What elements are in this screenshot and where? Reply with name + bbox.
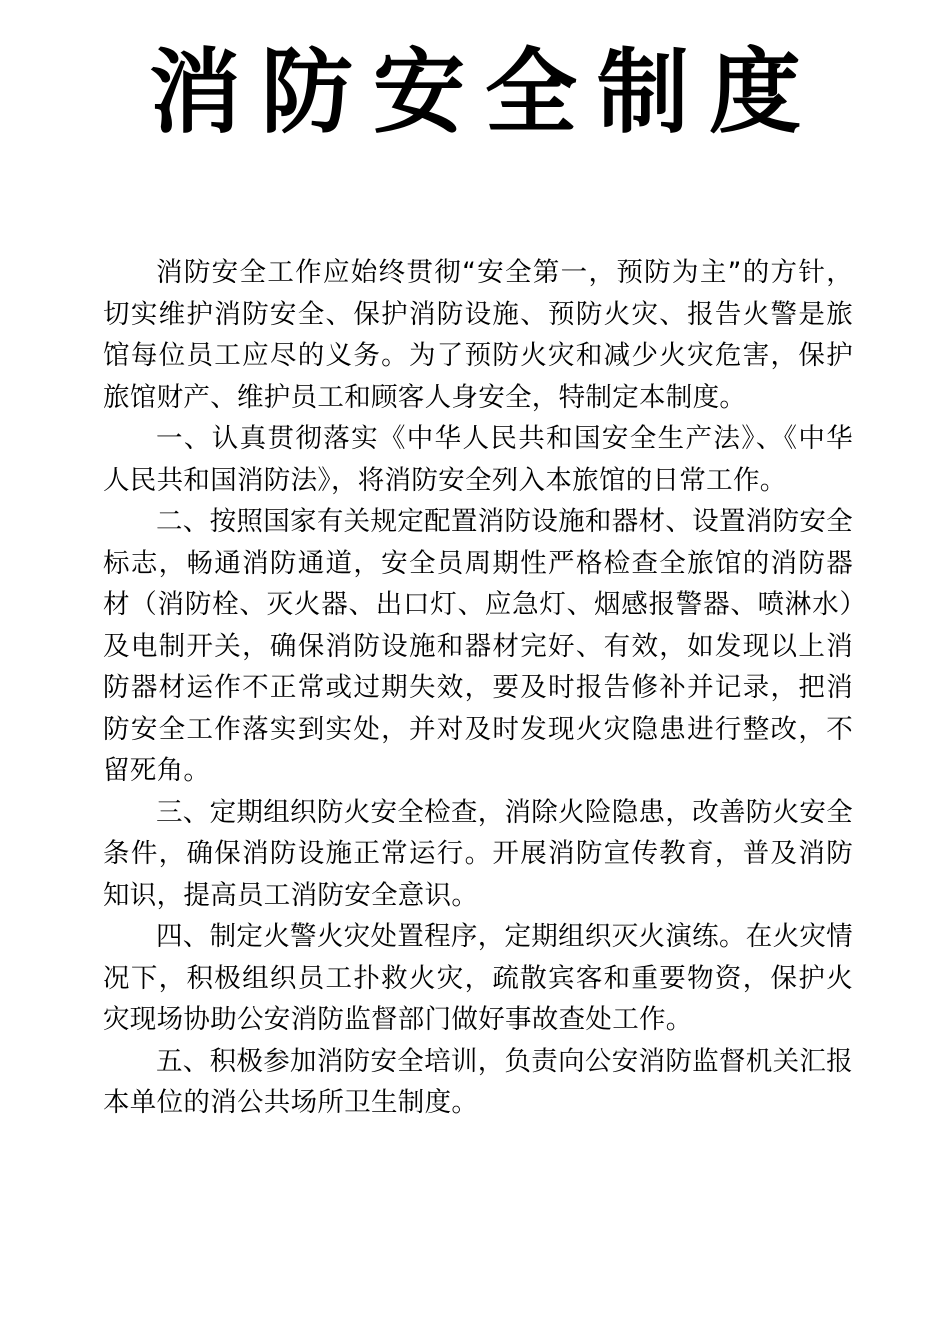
paragraph-item-4: 四、制定火警火灾处置程序，定期组织灭火演练。在火灾情况下，积极组织员工扑救火灾，疏散宾客和重要物资，保护火灾现场协助公安消防监督部门做好事故查处工作。 <box>103 921 853 1035</box>
document-body <box>103 252 853 1124</box>
paragraph-item-1: 一、认真贯彻落实《中华人民共和国安全生产法》、《中华人民共和国消防法》，将消防安全列入本旅馆的日常工作。 <box>103 423 853 496</box>
paragraph-item-3: 三、定期组织防火安全检查，消除火险隐患，改善防火安全条件，确保消防设施正常运行。开展消防宣传教育，普及消防知识，提高员工消防安全意识。 <box>103 796 853 911</box>
paragraph-intro: 消防安全工作应始终贯彻“安全第一，预防为主”的方针，切实维护消防安全、保护消防设施、预防火灾、报告火警是旅馆每位员工应尽的义务。为了预防火灾和减少火灾危害，保护旅馆财产、维护员工和顾客人身安全，特制定本制度。 <box>103 257 853 413</box>
page-title: 消防安全制度 <box>148 39 821 146</box>
paragraph-item-5: 五、积极参加消防安全培训，负责向公安消防监督机关汇报本单位的消公共场所卫生制度。 <box>103 1045 853 1118</box>
paragraph-item-2: 二、按照国家有关规定配置消防设施和器材、设置消防安全标志，畅通消防通道，安全员周期性严格检查全旅馆的消防器材（消防栓、灭火器、出口灯、应急灯、烟感报警器、喷淋水）及电制开关，确保消防设施和器材完好、有效，如发现以上消防器材运作不正常或过期失效，要及时报告修补并记录，把消防安全工作落实到实处，并对及时发现火灾隐患进行整改，不留死角。 <box>103 506 853 786</box>
